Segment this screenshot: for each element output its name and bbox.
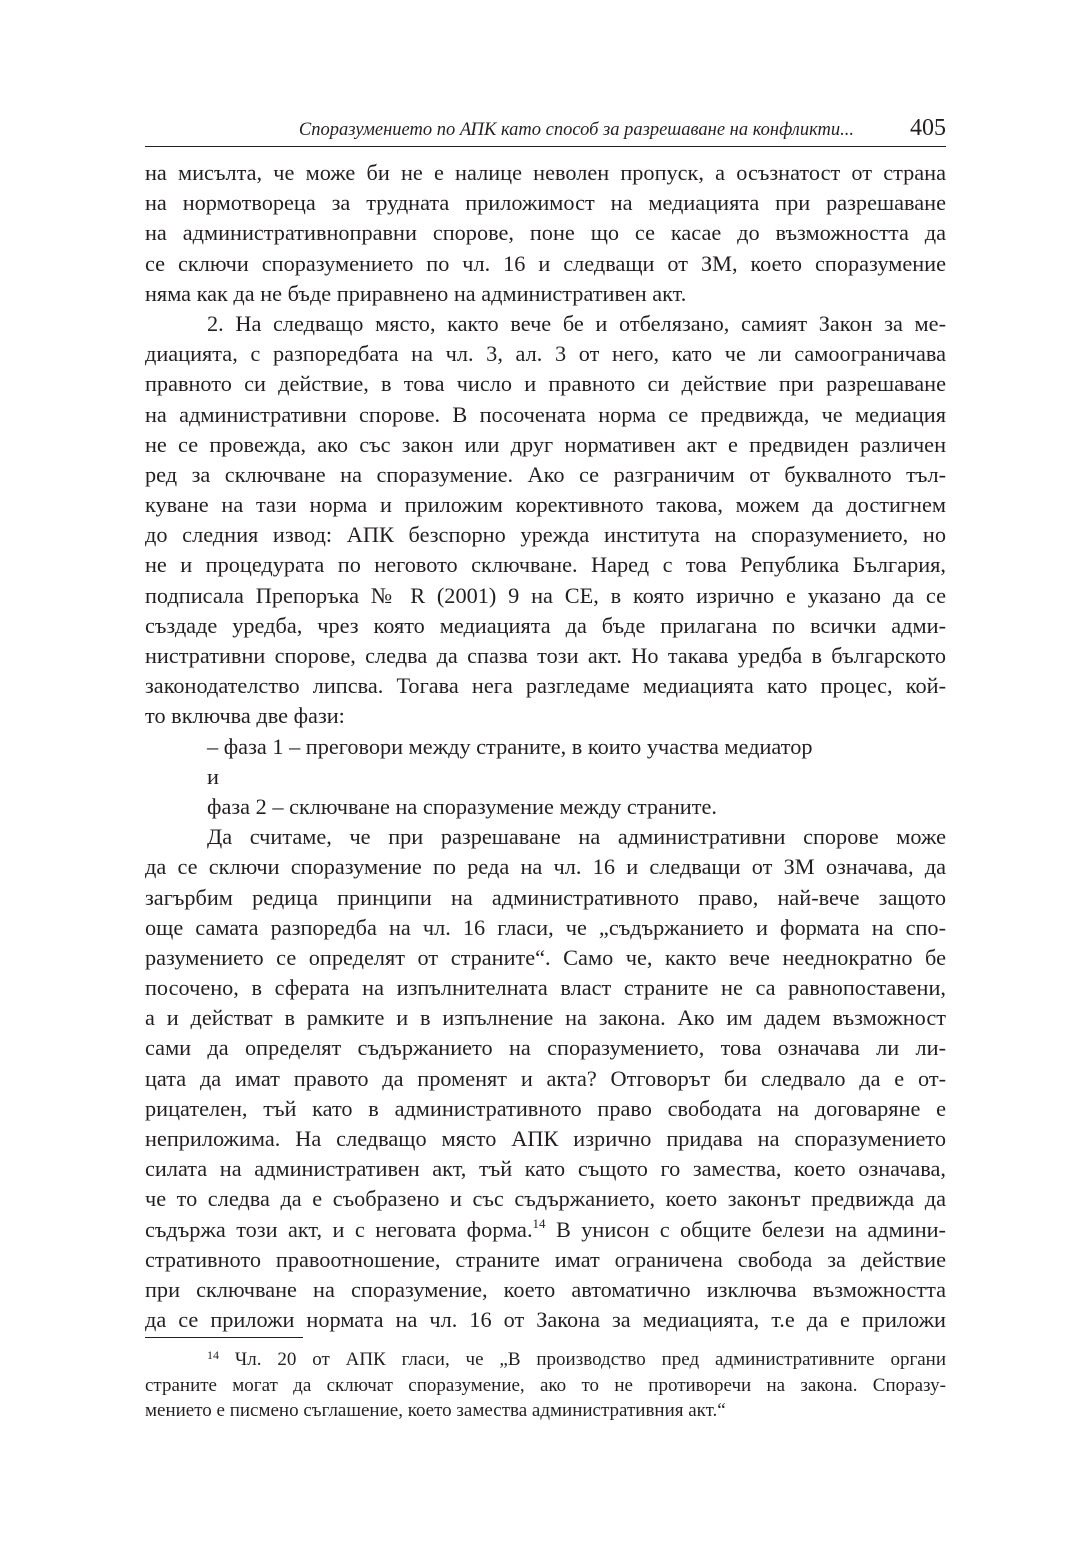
text-line: на административни спорове. В посочената норма се предвижда, че медиация [145,401,946,427]
text-line: се сключи споразумението по чл. 16 и следващи от ЗМ, което споразумение [145,250,946,276]
text-line: до следния извод: АПК безспорно урежда института на споразумението, но [145,522,946,548]
footnote-separator [145,1337,303,1338]
text-line: нистративни спорове, следва да спазва този акт. Но такава уредба в българското [145,643,946,668]
footnote-line [145,1347,946,1373]
footnote [145,1347,946,1424]
footnote-line: мението е писмено съглашение, което замества административния акт.“ [145,1400,726,1421]
text-line: на мисълта, че може би не е налице неволен пропуск, а осъзнатост от страна [145,160,946,185]
text-line: подписала Препоръка № R (2001) 9 на СЕ, в която изрично е указано да се [145,582,946,608]
text-line: неприложима. На следващо място АПК изрично придава на споразумението [145,1126,946,1151]
footnote-text: Чл. 20 от АПК гласи, че „В производство пред административните органи [234,1349,946,1370]
text-line: правното си действие, в това число и правното си действие при разрешаване [145,371,946,397]
text-line: да се приложи нормата на чл. 16 от Закона за медиацията, т.е да е приложи [145,1307,946,1333]
text-line: стративното правоотношение, страните имат ограничена свобода за действие [145,1246,946,1272]
body-text [145,158,946,1335]
list-item: фаза 2 – сключване на споразумение между страните. [207,793,717,819]
text-line-with-footnote [145,1215,946,1245]
text-line: не се провежда, ако със закон или друг нормативен акт е предвиден различен [145,431,946,457]
text-line: сами да определят съдържанието на споразумението, това означава ли ли- [145,1035,946,1061]
text-line: посочено, в сферата на изпълнителната власт страните не са равнопоставени, [145,975,946,1001]
page-number: 405 [910,115,946,141]
text-segment: В унисон с общите белези на админи- [545,1216,946,1242]
running-title: Споразумението по АПК като способ за разрешаване на конфликти... [298,120,854,140]
paragraph-start: Да считаме, че при разрешаване на административни спорове може [207,824,946,850]
footnote-number: 14 [207,1348,219,1362]
text-segment: съдържа този акт, и с неговата форма. [145,1216,533,1242]
text-line: създаде уредба, чрез която медиацията да бъде прилагана по всички адми- [145,612,946,638]
text-line: на административноправни спорове, поне що се касае до възможността да [145,220,946,246]
text-line: законодателство липсва. Тогава нега разгледаме медиацията като процес, кой- [145,673,946,699]
text-line: то включва две фази: [145,703,345,729]
text-line: че то следва да е съобразено и със съдържанието, което законът предвижда да [145,1186,946,1212]
text-line: на нормотвореца за трудната приложимост на медиацията при разрешаване [145,190,946,216]
text-line: още самата разпоредба на чл. 16 гласи, че „съдържанието и формата на спо- [145,914,946,940]
paragraph-start: 2. На следващо място, както вече бе и отбелязано, самият Закон за ме- [207,310,946,336]
text-line: а и действат в рамките и в изпълнение на закона. Ако им дадем възможност [145,1005,946,1031]
footnote-reference[interactable]: 14 [532,1215,546,1231]
text-line: при сключване на споразумение, което автоматично изключва възможността [145,1276,946,1302]
footnote-line: страните могат да сключат споразумение, ако то не противоречи на закона. Споразу- [145,1374,946,1396]
text-line: ред за сключване на споразумение. Ако се разграничим от буквалното тъл- [145,461,946,487]
running-header [145,114,946,147]
text-line: разумението се определят от страните“. Само че, както вече нееднократно бе [145,944,946,970]
text-line: няма как да не бъде приравнено на административен акт. [145,280,687,306]
text-line: цата да имат правото да променят и акта? Отговорът би следвало да е от- [145,1065,946,1091]
text-line: загърбим редица принципи на административното право, най-вече защото [145,884,946,910]
text-line: рицателен, тъй като в административното право свободата на договаряне е [145,1095,946,1121]
list-item: – фаза 1 – преговори между страните, в които участва медиатор [207,733,813,759]
text-line: да се сключи споразумение по реда на чл. 16 и следващи от ЗМ означава, да [145,854,946,880]
text-line: куване на тази норма и приложим корективното такова, можем да достигнем [145,492,946,518]
text-line: не и процедурата по неговото сключване. Наред с това Република България, [145,552,946,578]
list-item: и [207,763,219,789]
text-line: силата на административен акт, тъй като същото го замества, което означава, [145,1156,946,1182]
text-line: диацията, с разпоредбата на чл. 3, ал. 3 от него, като че ли самоограничава [145,341,946,367]
